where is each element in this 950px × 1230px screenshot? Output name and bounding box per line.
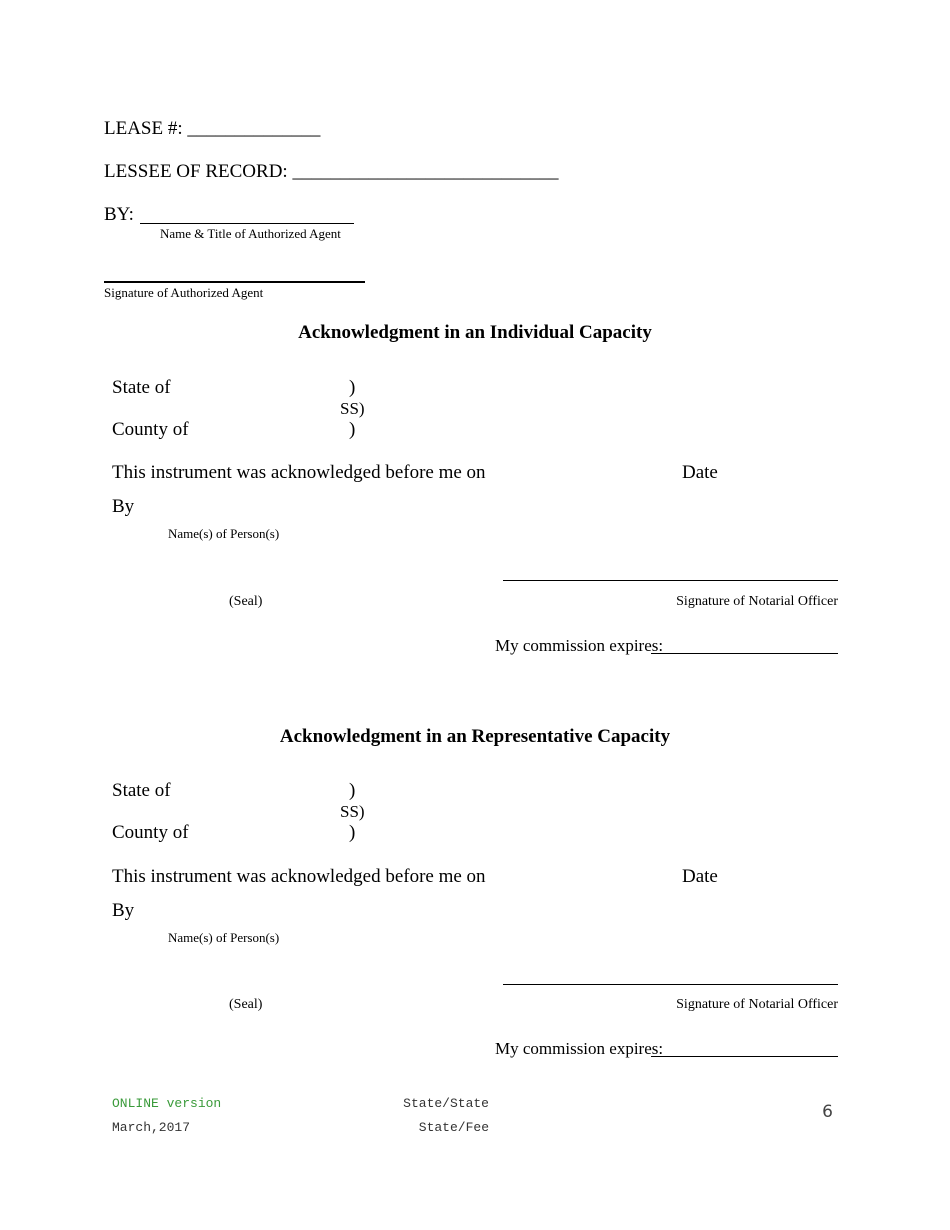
county-of-label: County of <box>112 822 189 843</box>
state-of-label: State of <box>112 377 171 398</box>
instrument-acknowledged-text: This instrument was acknowledged before me on <box>112 866 486 887</box>
lease-number-blank: ______________ <box>187 118 321 139</box>
ss-label: SS) <box>340 399 365 418</box>
notary-signature-line <box>503 984 838 985</box>
by-agent-line <box>140 223 354 224</box>
footer-state-fee: State/Fee <box>418 1120 489 1135</box>
footer-date: March,2017 <box>112 1120 191 1135</box>
commission-expires-label: My commission expires: <box>495 636 664 655</box>
commission-expires-label: My commission expires: <box>495 1039 664 1058</box>
page-number: 6 <box>822 1102 833 1122</box>
state-of-label: State of <box>112 780 171 801</box>
notary-signature-line <box>503 580 838 581</box>
seal-label: (Seal) <box>229 997 263 1012</box>
names-of-persons-caption: Name(s) of Person(s) <box>168 526 280 541</box>
notary-signature-caption: Signature of Notarial Officer <box>676 594 838 609</box>
lease-number-line <box>104 118 320 140</box>
seal-label: (Seal) <box>229 594 263 609</box>
lessee-of-record-line <box>104 161 558 183</box>
commission-expires-line <box>651 653 838 654</box>
ss-label: SS) <box>340 802 365 821</box>
names-of-persons-caption: Name(s) of Person(s) <box>168 930 280 945</box>
lease-label: LEASE #: <box>104 118 183 139</box>
paren-top: ) <box>349 780 356 801</box>
by-agent-caption: Name & Title of Authorized Agent <box>160 226 341 241</box>
instrument-acknowledged-text: This instrument was acknowledged before me on <box>112 462 486 483</box>
section-title-representative: Acknowledgment in an Representative Capacity <box>279 726 671 747</box>
lessee-blank: ____________________________ <box>292 161 559 182</box>
commission-expires-line <box>651 1056 838 1057</box>
paren-top: ) <box>349 377 356 398</box>
agent-signature-caption: Signature of Authorized Agent <box>104 285 264 300</box>
section-title-individual: Acknowledgment in an Individual Capacity <box>298 322 652 343</box>
by-person-label: By <box>112 496 135 517</box>
footer-state-state: State/State <box>403 1096 489 1111</box>
paren-bottom: ) <box>349 419 356 440</box>
footer-version: ONLINE version <box>112 1096 222 1111</box>
county-of-label: County of <box>112 419 189 440</box>
notary-signature-caption: Signature of Notarial Officer <box>676 997 838 1012</box>
lessee-label: LESSEE OF RECORD: <box>104 161 288 182</box>
paren-bottom: ) <box>349 822 356 843</box>
date-label: Date <box>682 866 718 887</box>
agent-signature-line <box>104 281 365 283</box>
date-label: Date <box>682 462 718 483</box>
by-label: BY: <box>104 204 134 225</box>
by-person-label: By <box>112 900 135 921</box>
